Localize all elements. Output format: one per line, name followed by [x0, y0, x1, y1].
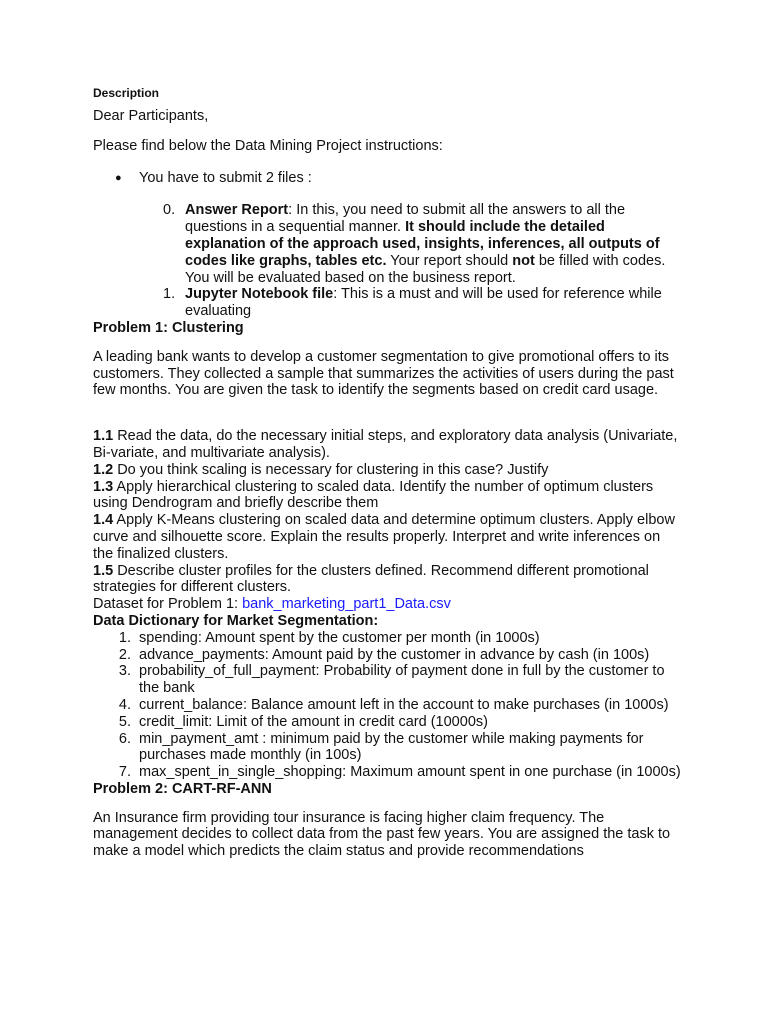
dataset-label: Dataset for Problem 1:: [93, 596, 243, 613]
file-item-number: 1.: [163, 286, 176, 303]
question-text: Apply hierarchical clustering to scaled data. Identify the number of optimum clusters using Dendrogram and briefly describe them: [93, 478, 654, 512]
file-item-text: : In this, you need to submit all the answers to all the questions in a sequential manner.: [185, 202, 626, 236]
dictionary-item: [93, 630, 683, 647]
dataset-line: [93, 596, 683, 613]
dictionary-item-number: 4.: [118, 696, 131, 713]
question-text: Describe cluster profiles for the clusters defined. Recommend different promotional strategies for different clusters.: [93, 562, 649, 596]
problem1-questions: [93, 428, 683, 596]
dictionary-item-text: advance_payments: Amount paid by the customer in advance by cash (in 100s): [139, 646, 650, 663]
problem1-paragraph: A leading bank wants to develop a customer segmentation to give promotional offers to its customers. They collected a sample that summarizes the activities of users during the past few months. You are given the task to identify the segments based on credit card usage.: [93, 348, 674, 399]
dictionary-item-text: probability_of_full_payment: Probability of payment done in full by the customer to the bank: [139, 663, 665, 697]
file-item-text: be filled with codes. You will be evaluated based on the business report.: [185, 252, 666, 286]
file-item-bold-text: not: [512, 252, 535, 269]
dictionary-item-text: min_payment_amt : minimum paid by the customer while making payments for purchases made monthly (in 100s): [139, 730, 644, 764]
question-number: 1.4: [93, 512, 114, 529]
greeting: Dear Participants,: [93, 108, 209, 124]
file-item-text: Your report should: [386, 252, 513, 269]
question-text: Read the data, do the necessary initial steps, and exploratory data analysis (Univariate, Bi-variate, and multivariate analysis).: [93, 428, 678, 461]
file-item-answer-report: [93, 202, 683, 286]
dictionary-item: [93, 647, 683, 664]
dictionary-list: [93, 630, 683, 781]
question-item: [93, 462, 683, 479]
dictionary-item-text: max_spent_in_single_shopping: Maximum amount spent in one purchase (in 1000s): [139, 764, 681, 781]
question-number: 1.2: [93, 461, 114, 478]
intro-text: Please find below the Data Mining Project instructions:: [93, 137, 443, 154]
dictionary-item: [93, 663, 683, 697]
dictionary-item-text: credit_limit: Limit of the amount in credit card (10000s): [139, 713, 488, 730]
problem1-heading: Problem 1: Clustering: [93, 319, 244, 336]
problem2-heading: Problem 2: CART-RF-ANN: [93, 780, 272, 797]
dictionary-item-number: 7.: [118, 764, 131, 781]
problem2-paragraph: An Insurance firm providing tour insurance is facing higher claim frequency. The management decides to collect data from the past few years. You are assigned the task to make a model which predicts the claim status and provide recommendations: [93, 809, 671, 860]
dictionary-heading: Data Dictionary for Market Segmentation:: [93, 612, 379, 629]
question-text: Apply K-Means clustering on scaled data and determine optimum clusters. Apply elbow curve and silhouette score. Explain the results properly. Interpret and write inferences on the finalized clusters.: [93, 512, 675, 562]
question-item: [93, 428, 683, 462]
bullet-item: [93, 170, 683, 187]
bullet-text: You have to submit 2 files :: [139, 169, 312, 186]
dictionary-item: [93, 731, 683, 765]
dictionary-item: [93, 764, 683, 781]
document-page: [93, 86, 683, 860]
dataset-link[interactable]: bank_marketing_part1_Data.csv: [242, 596, 451, 613]
dictionary-item: [93, 714, 683, 731]
question-item: [93, 563, 683, 597]
file-item-number: 0.: [163, 202, 176, 219]
question-number: 1.3: [93, 478, 114, 495]
dictionary-item-number: 3.: [118, 663, 131, 680]
question-text: Do you think scaling is necessary for clustering in this case? Justify: [113, 461, 549, 478]
dictionary-item-number: 5.: [118, 713, 131, 730]
dictionary-item-text: spending: Amount spent by the customer per month (in 1000s): [139, 629, 540, 646]
bullet-icon: ●: [115, 171, 122, 184]
question-number: 1.1: [93, 428, 114, 445]
file-item-jupyter-notebook: [93, 286, 683, 320]
files-list: [93, 202, 683, 320]
dictionary-item-number: 2.: [118, 646, 131, 663]
question-item: [93, 512, 683, 562]
dictionary-item-number: 1.: [118, 629, 131, 646]
file-item-text: : This is a must and will be used for reference while evaluating: [185, 286, 662, 320]
question-item: [93, 479, 683, 513]
dictionary-item-number: 6.: [118, 730, 131, 747]
dictionary-item: [93, 697, 683, 714]
file-item-title: Jupyter Notebook file: [185, 286, 334, 303]
file-item-title: Answer Report: [185, 202, 289, 219]
dictionary-item-text: current_balance: Balance amount left in the account to make purchases (in 1000s): [139, 696, 669, 713]
description-heading: Description: [93, 86, 160, 100]
question-number: 1.5: [93, 562, 114, 579]
file-item-bold-text: It should include the detailed explanation of the approach used, insights, inferences, all outputs of codes like graphs, tables etc.: [185, 219, 660, 269]
